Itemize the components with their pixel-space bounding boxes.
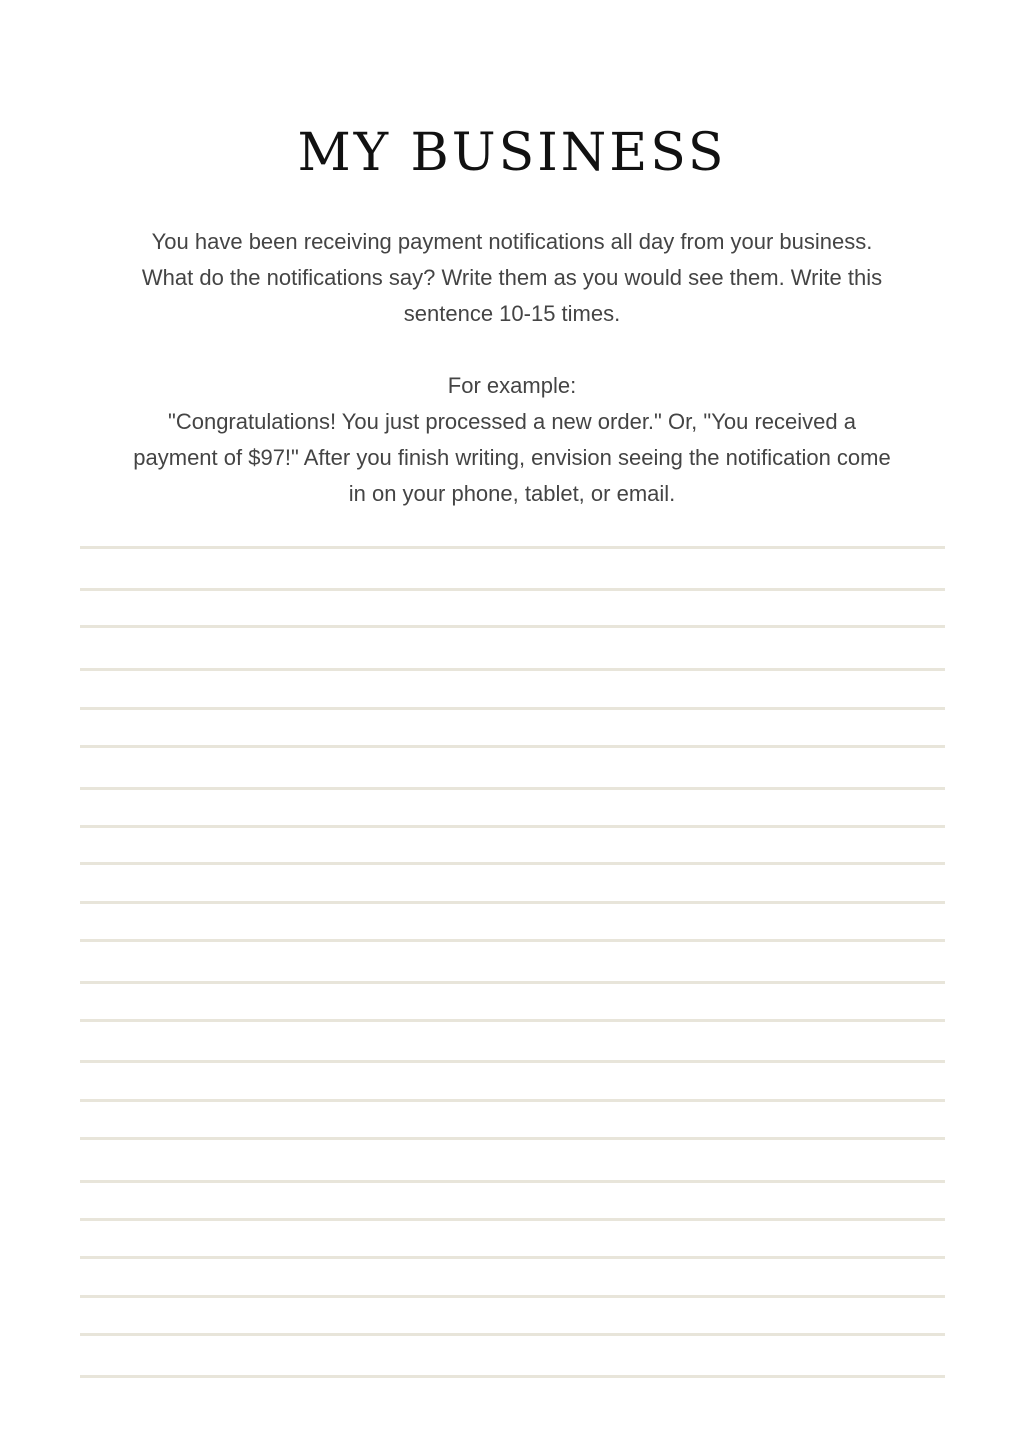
writing-line bbox=[80, 1256, 945, 1259]
writing-line bbox=[80, 1099, 945, 1102]
example-label: For example: bbox=[447, 373, 577, 398]
writing-line bbox=[80, 745, 945, 748]
writing-line bbox=[80, 588, 945, 591]
writing-line bbox=[80, 1333, 945, 1336]
example-text: "Congratulations! You just processed a new order." Or, "You received a payment of $97!" After you finish writing, envision seeing the notification come in on your phone, tablet, or email. bbox=[133, 409, 891, 506]
instructions-block bbox=[130, 224, 894, 512]
writing-line bbox=[80, 787, 945, 790]
writing-line bbox=[80, 1375, 945, 1378]
writing-line bbox=[80, 1137, 945, 1140]
writing-line bbox=[80, 546, 945, 549]
instructions-text: You have been receiving payment notifications all day from your business. What do the notifications say? Write them as you would see them. Write this sentence 10-15 times. bbox=[141, 229, 883, 326]
writing-line bbox=[80, 625, 945, 628]
writing-line bbox=[80, 825, 945, 828]
page-title: MY BUSINESS bbox=[297, 122, 727, 183]
writing-line bbox=[80, 668, 945, 671]
writing-line bbox=[80, 1180, 945, 1183]
writing-line bbox=[80, 707, 945, 710]
writing-line bbox=[80, 1019, 945, 1022]
writing-line bbox=[80, 901, 945, 904]
writing-line bbox=[80, 981, 945, 984]
writing-line bbox=[80, 1295, 945, 1298]
writing-line bbox=[80, 939, 945, 942]
writing-line bbox=[80, 1218, 945, 1221]
writing-line bbox=[80, 1060, 945, 1063]
writing-line bbox=[80, 862, 945, 865]
